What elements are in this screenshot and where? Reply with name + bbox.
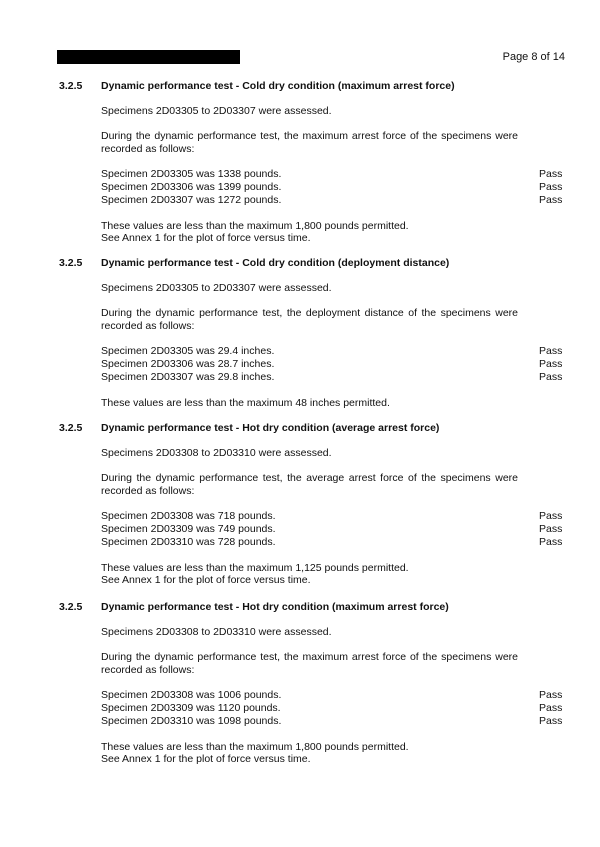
assessed-text: Specimens 2D03308 to 2D03310 were assessed.: [101, 447, 332, 459]
result-status: Pass: [539, 168, 563, 181]
section-title: Dynamic performance test - Cold dry condition (maximum arrest force): [101, 80, 455, 92]
redaction-bar: [57, 50, 240, 64]
result-status: Pass: [539, 370, 563, 383]
section-number: 3.2.5: [59, 422, 83, 434]
intro-text: During the dynamic performance test, the maximum arrest force of the specimens were recorded as follows:: [101, 130, 518, 155]
result-row: [101, 358, 565, 371]
section-cold-deployment: [0, 257, 600, 409]
result-row: [101, 510, 565, 523]
result-text: Specimen 2D03306 was 28.7 inches.: [101, 358, 275, 371]
result-status: Pass: [539, 523, 563, 536]
conclusion-line: These values are less than the maximum 1,125 pounds permitted.: [101, 561, 409, 574]
result-status: Pass: [539, 358, 563, 371]
conclusion-line: These values are less than the maximum 1,800 pounds permitted.: [101, 740, 409, 753]
result-text: Specimen 2D03308 was 1006 pounds.: [101, 689, 282, 702]
result-text: Specimen 2D03310 was 728 pounds.: [101, 535, 276, 548]
result-row: [101, 371, 565, 384]
result-status: Pass: [539, 702, 563, 715]
results-list: [101, 345, 565, 383]
results-list: [101, 168, 565, 206]
assessed-text: Specimens 2D03305 to 2D03307 were assessed.: [101, 105, 332, 117]
result-status: Pass: [539, 689, 563, 702]
result-status: Pass: [539, 510, 563, 523]
result-text: Specimen 2D03307 was 1272 pounds.: [101, 193, 282, 206]
result-text: Specimen 2D03307 was 29.8 inches.: [101, 370, 275, 383]
result-text: Specimen 2D03306 was 1399 pounds.: [101, 181, 282, 194]
result-row: [101, 715, 565, 728]
result-text: Specimen 2D03308 was 718 pounds.: [101, 510, 276, 523]
annex-reference: See Annex 1 for the plot of force versus time.: [101, 232, 311, 245]
result-row: [101, 536, 565, 549]
result-text: Specimen 2D03309 was 749 pounds.: [101, 523, 276, 536]
section-title: Dynamic performance test - Hot dry condition (maximum arrest force): [101, 601, 449, 613]
result-text: Specimen 2D03305 was 29.4 inches.: [101, 345, 275, 358]
assessed-text: Specimens 2D03305 to 2D03307 were assessed.: [101, 282, 332, 294]
section-hot-max-force: [0, 601, 600, 766]
intro-text: During the dynamic performance test, the deployment distance of the specimens were recorded as follows:: [101, 307, 518, 332]
conclusion-line: These values are less than the maximum 48 inches permitted.: [101, 396, 390, 409]
result-text: Specimen 2D03305 was 1338 pounds.: [101, 168, 282, 181]
section-number: 3.2.5: [59, 257, 83, 269]
intro-text: During the dynamic performance test, the average arrest force of the specimens were recorded as follows:: [101, 472, 518, 497]
results-list: [101, 510, 565, 548]
assessed-text: Specimens 2D03308 to 2D03310 were assessed.: [101, 626, 332, 638]
annex-reference: See Annex 1 for the plot of force versus time.: [101, 574, 311, 587]
result-status: Pass: [539, 181, 563, 194]
section-heading: [0, 422, 600, 436]
section-number: 3.2.5: [59, 601, 83, 613]
result-row: [101, 345, 565, 358]
result-status: Pass: [539, 714, 563, 727]
result-row: [101, 168, 565, 181]
result-row: [101, 689, 565, 702]
section-heading: [0, 601, 600, 615]
section-cold-max-force: [0, 80, 600, 245]
section-heading: [0, 80, 600, 94]
result-status: Pass: [539, 193, 563, 206]
intro-text: During the dynamic performance test, the maximum arrest force of the specimens were recorded as follows:: [101, 651, 518, 676]
result-row: [101, 194, 565, 207]
section-title: Dynamic performance test - Cold dry condition (deployment distance): [101, 257, 450, 269]
result-text: Specimen 2D03310 was 1098 pounds.: [101, 714, 282, 727]
section-heading: [0, 257, 600, 271]
result-status: Pass: [539, 345, 563, 358]
result-status: Pass: [539, 535, 563, 548]
result-text: Specimen 2D03309 was 1120 pounds.: [101, 702, 281, 715]
annex-reference: See Annex 1 for the plot of force versus time.: [101, 753, 311, 766]
result-row: [101, 702, 565, 715]
section-number: 3.2.5: [59, 80, 83, 92]
results-list: [101, 689, 565, 727]
section-hot-average-force: [0, 422, 600, 587]
result-row: [101, 523, 565, 536]
section-title: Dynamic performance test - Hot dry condition (average arrest force): [101, 422, 440, 434]
page-number: Page 8 of 14: [502, 51, 565, 63]
conclusion-line: These values are less than the maximum 1,800 pounds permitted.: [101, 219, 409, 232]
result-row: [101, 181, 565, 194]
